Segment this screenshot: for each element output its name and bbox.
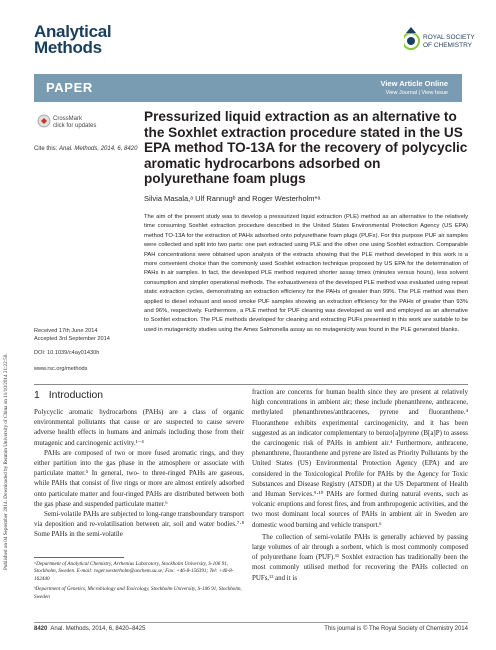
footnote: ᵃDepartment of Analytical Chemistry, Arrhenius Laboratory, Stockholm University, S-106 91, Stockholm, Sweden. E-mail: roger.westerholm@anchem.su.se; Fax: +46-8-156391; Tel: +46-8-162440	[34, 561, 234, 582]
article-type-banner	[34, 74, 462, 102]
abstract: The aim of the present study was to develop a pressurized liquid extraction (PLE) method as an alternative to the relatively time consuming Soxhlet extraction procedure described in the United States Environmental Protection Agency (US EPA) method TO-13A for the extraction of PAHs adsorbed onto polyurethane foam plugs (PUFs). For this purpose PUF air samples were collected and split into two parts: one part extracted using PLE and the other one using Soxhlet extraction. Comparable PAH concentrations were obtained upon analysis of the extracts showing that the PLE method developed in this work is a more convenient choice than the commonly used Soxhlet extraction technique proposed by US EPA for the determination of PAHs in air samples. In fact, the developed PLE method required shorter assay times (minutes versus hours), less solvent consumption and simpler operational methods. The exhaustiveness of the developed PLE method was evaluated using repeat static extraction cycles, demonstrating an extraction efficiency for the PAHs of greater than 99%. The PLE method was then applied to diesel exhaust and wood smoke PUF samples showing an extraction efficiency for the PAHs of greater than 93% and 96%, respectively. Furthermore, a PLE method for PUF cleaning was developed as well and employed as an alternative to Soxhlet extraction. The PLE methods developed for cleaning and extracting PUFs presented in this work are suitable to be used in mutagenicity studies using the Ames Salmonella assay as no mutagenicity was found in the PLE generated blanks.	[144, 214, 468, 333]
accepted-date: Accepted 3rd September 2014	[34, 336, 110, 343]
download-notice	[3, 110, 13, 570]
journal-logo[interactable]	[34, 24, 111, 56]
article-type-label: PAPER	[46, 80, 93, 95]
doi[interactable]: DOI: 10.1039/c4ay01430h	[34, 350, 100, 356]
section-number: 1	[34, 390, 40, 401]
article-authors: Silvia Masala,ᵃ Ulf Rannugᵇ and Roger Westerholm*ᵃ	[144, 194, 321, 203]
intro-paragraph: The collection of semi-volatile PAHs is generally achieved by passing large volumes of air through a sorbent, which is most commonly composed of polyurethane foam (PUF).¹¹ Soxhlet extraction has traditionally been the most commonly utilised method for recovering the PAHs collected on PUFs,¹² and it is	[252, 532, 468, 582]
crossmark-label[interactable]	[53, 116, 96, 130]
intro-paragraph: Polycyclic aromatic hydrocarbons (PAHs) are a class of organic environmental pollutants that cause or are suspected to cause severe adverse health effects in humans and animals including those from their mutagenic and carcinogenic activity.¹⁻⁴	[34, 408, 244, 447]
journal-url[interactable]: www.rsc.org/methods	[34, 366, 88, 372]
citation	[34, 146, 137, 152]
page-number: 8420	[34, 626, 48, 632]
affiliation-footnotes	[34, 561, 244, 601]
publisher-name	[423, 34, 475, 49]
section-divider	[34, 384, 468, 385]
crossmark-line1: CrossMark	[53, 116, 83, 122]
view-article-online-link[interactable]: View Article Online	[380, 79, 448, 88]
publisher-line2: OF CHEMISTRY	[423, 41, 472, 49]
intro-paragraph: Semi-volatile PAHs are subjected to long-range transboundary transport via deposition and re-volatilisation between air, soil and water bodies.⁷·⁸ Some PAHs in the semi-volatile	[34, 510, 244, 539]
citation-text: Anal. Methods, 2014, 6, 8420	[59, 146, 138, 152]
footer-citation	[34, 626, 145, 632]
intro-paragraph: PAHs are composed of two or more fused aromatic rings, and they either partition into the gas phase in the atmosphere or associate with particulate matter.⁵ In general, two- to three-ringed PAHs are gaseous, while PAHs that consist of five rings or more are almost entirely adsorbed onto particulate matter and four-ringed PAHs are distributed between both the gas phase and suspended particulate matter.⁶	[34, 448, 244, 508]
footer-divider	[34, 622, 468, 623]
footnote-divider	[34, 557, 124, 558]
introduction-heading	[34, 390, 103, 401]
footer-journal-ref: Anal. Methods, 2014, 6, 8420–8425	[50, 626, 146, 632]
received-date: Received 17th June 2014	[34, 328, 98, 334]
intro-paragraph: fraction are concerns for human health since they are present at relatively high concentrations in ambient air; these include phenanthrene, anthracene, methylated phenanthrenes/anthracenes, pyrene and fluoranthene.⁴ Fluoranthene exhibits experimental carcinogenicity, and it has been suggested as an indicator complementary to benzo[a]pyrene (B[a]P) to assess the carcinogenic risk of PAHs in ambient air.⁴ Furthermore, anthracene, phenanthrene, fluoranthene and pyrene are listed as Priority Pollutants by the United States (US) Environmental Protection Agency (EPA) and are considered in the Toxicological Profile for PAHs by the Agency for Toxic Substances and Disease Registry (ATSDR) at the US Department of Health and Human Services.⁹·¹⁰ PAHs are formed during natural events, such as volcanic eruptions and forest fires, and from anthropogenic activities, and the two most dominant local sources of PAHs in ambient air in Sweden are domestic wood burning and vehicle transport.⁶	[252, 388, 468, 529]
journal-name-line2: Methods	[34, 38, 102, 57]
crossmark-line2: click for updates	[53, 123, 97, 129]
download-notice-text: Published on 04 September 2014. Downloaded by Renmin University of China on 11/10/2014 21:22:50.	[3, 353, 9, 570]
view-journal-issue-links[interactable]: View Journal | View Issue	[385, 90, 448, 96]
citation-prefix: Cite this:	[34, 146, 58, 152]
section-title: Introduction	[48, 390, 104, 401]
footnote: ᵇDepartment of Genetics, Microbiology and Toxicology, Stockholm University, S-106 91, Stockholm, Sweden	[34, 586, 242, 600]
article-title: Pressurized liquid extraction as an alternative to the Soxhlet extraction procedure stated in the US EPA method TO-13A for the recovery of polycyclic aromatic hydrocarbons adsorbed on polyurethane foam plugs	[144, 109, 468, 187]
intro-left-column	[34, 407, 244, 540]
publisher-line1: ROYAL SOCIETY	[423, 34, 475, 41]
intro-right-column	[252, 387, 468, 583]
footer-copyright: This journal is © The Royal Society of Chemistry 2014	[324, 626, 468, 632]
received-accepted-dates	[34, 327, 110, 344]
journal-name-line1: Analytical	[34, 22, 112, 41]
